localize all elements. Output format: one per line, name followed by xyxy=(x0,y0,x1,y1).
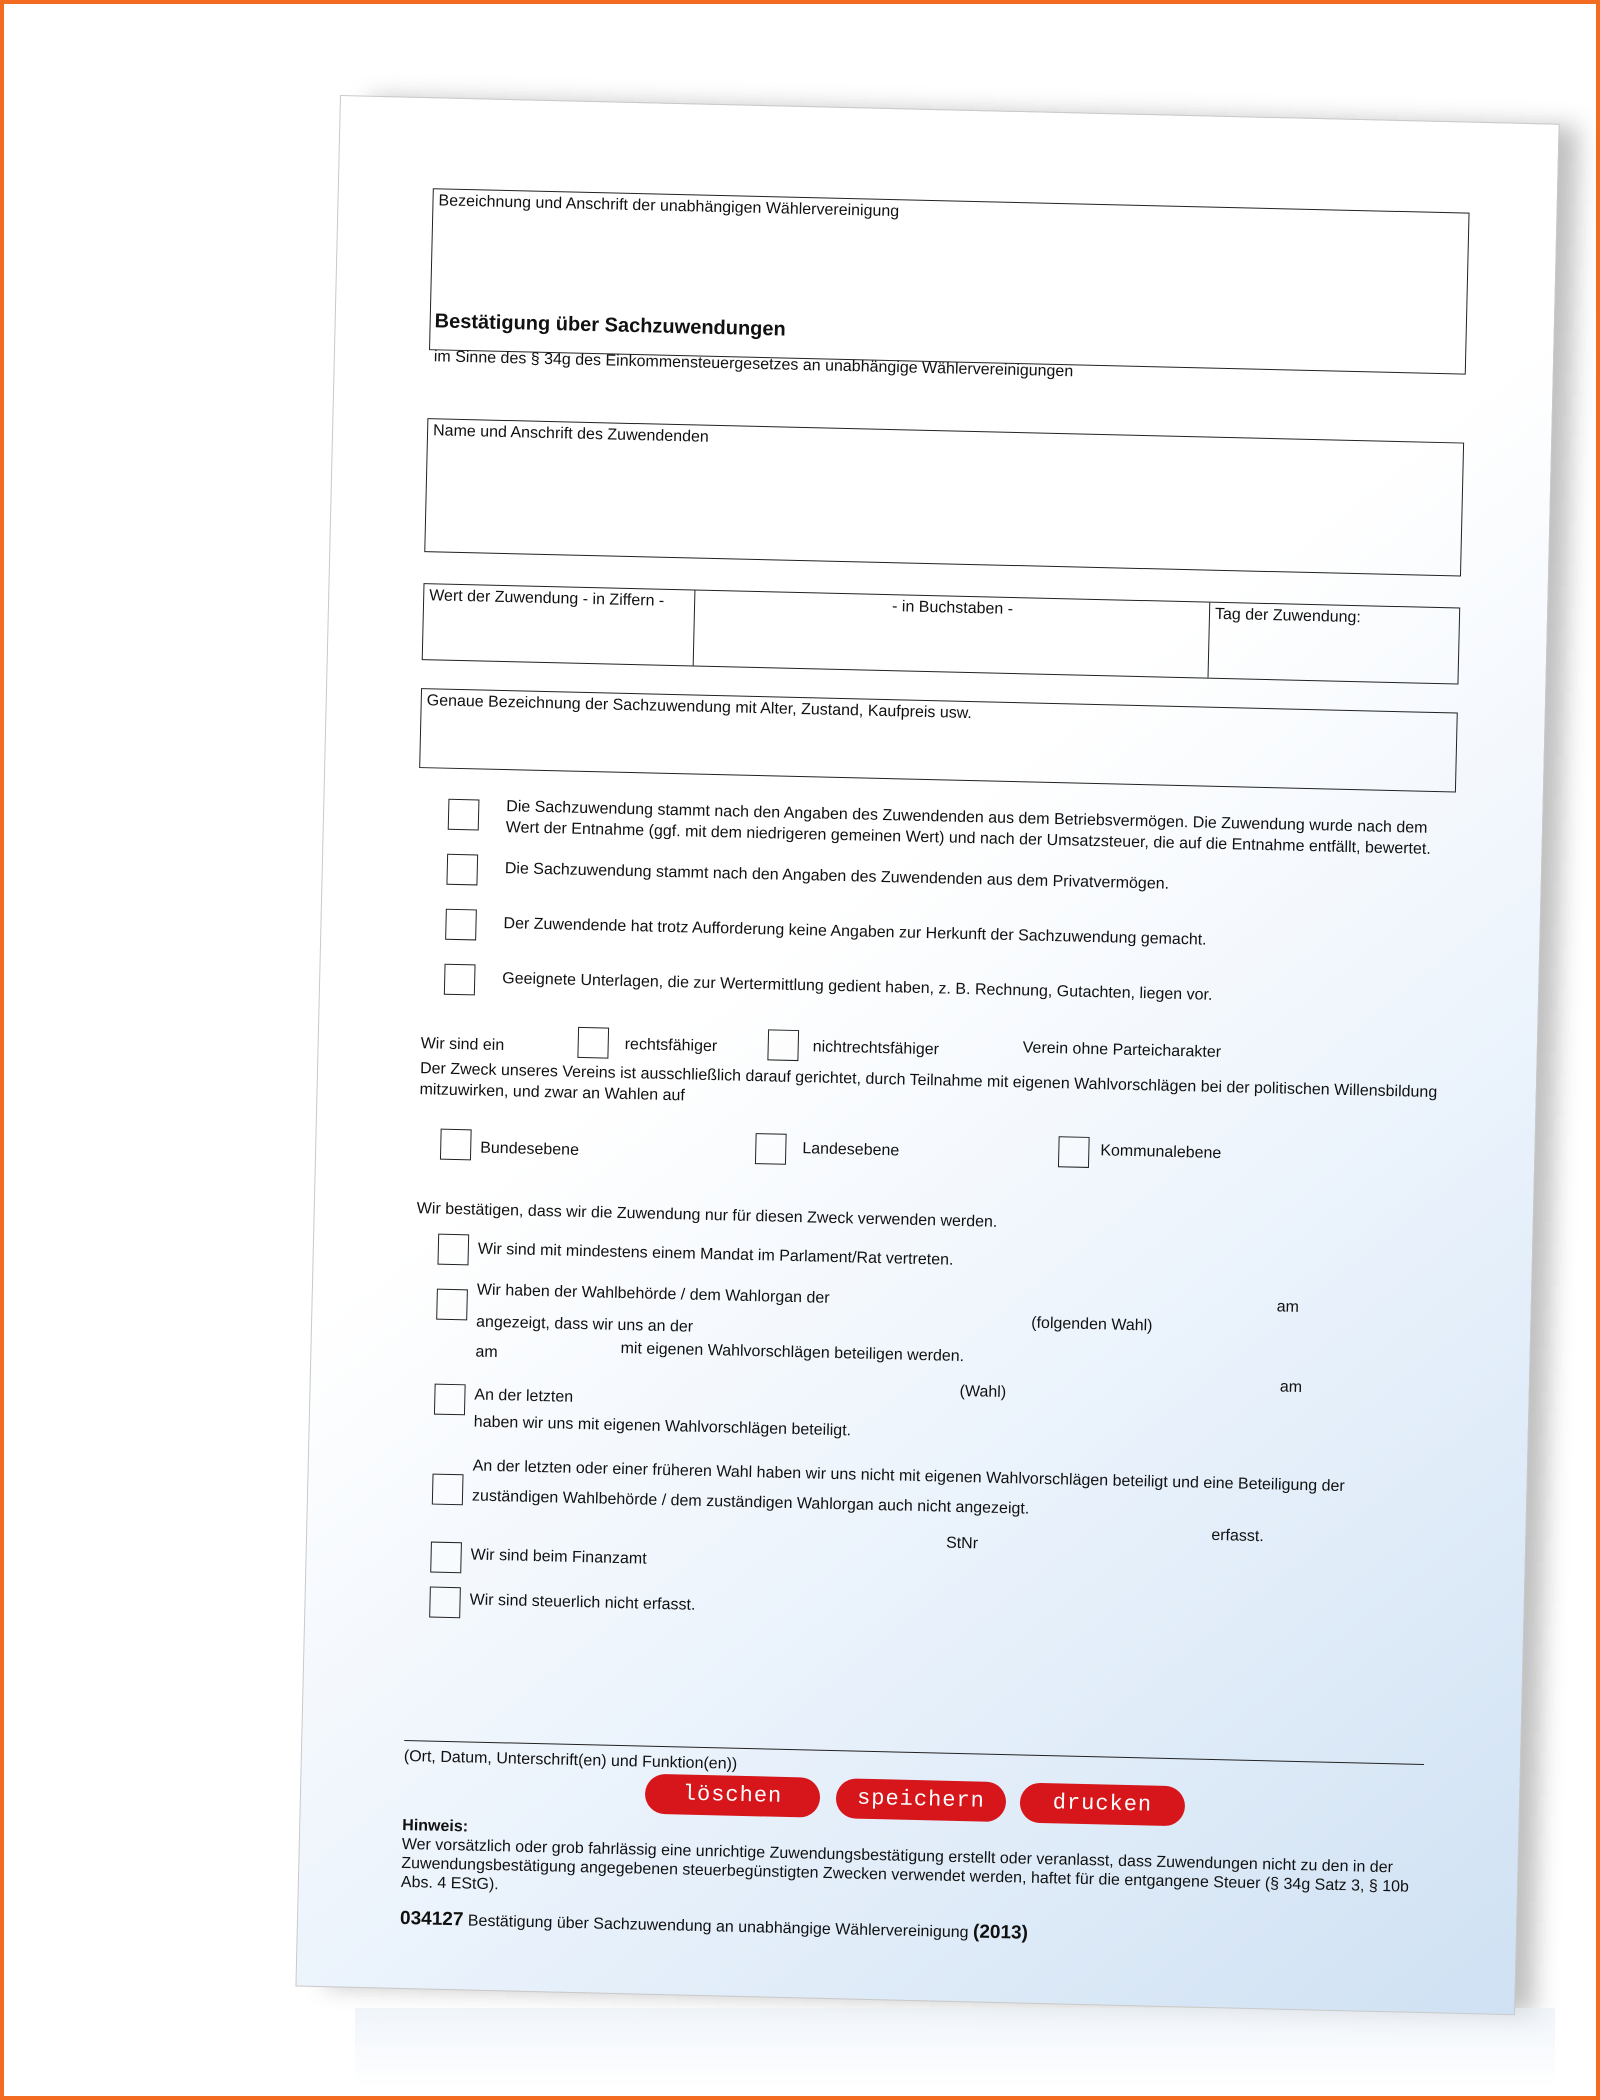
form-subtitle: im Sinne des § 34g des Einkommensteuergesetzes an unabhängige Wählervereinigungen xyxy=(433,348,1074,381)
form-content xyxy=(399,188,1468,1944)
value-row xyxy=(422,583,1461,684)
save-button[interactable]: speichern xyxy=(836,1778,1007,1822)
checkbox-no-legal-capacity[interactable] xyxy=(767,1029,799,1061)
checkbox-no-participation[interactable] xyxy=(432,1474,464,1506)
last-line1: An der letzten xyxy=(474,1386,574,1406)
option-private-assets: Die Sachzuwendung stammt nach den Angaben des Zuwendenden aus dem Privatvermögen. xyxy=(504,860,1170,893)
value-letters-label: - in Buchstaben - xyxy=(891,598,1014,618)
checkbox-federal-level[interactable] xyxy=(440,1129,472,1161)
no-participation-text: An der letzten oder einer früheren Wahl haben wir uns nicht mit eigenen Wahlvorschlägen beteiligt und eine Beteiligung der zuständigen Wahlbehörde / dem zuständigen Wahlorgan auch nicht angezeigt. xyxy=(471,1457,1345,1518)
option-documents-available: Geeignete Unterlagen, die zur Wertermittlung gedient haben, z. B. Rechnung, Gutachten, liegen vor. xyxy=(502,970,1213,1004)
state-level-label: Landesebene xyxy=(802,1140,900,1160)
checkbox-municipal-level[interactable] xyxy=(1058,1136,1090,1168)
notified-am2: am xyxy=(475,1343,498,1362)
description-label: Genaue Bezeichnung der Sachzuwendung mit Alter, Zustand, Kaufpreis usw. xyxy=(426,692,973,723)
checkbox-no-origin-info[interactable] xyxy=(445,909,477,941)
donor-field[interactable] xyxy=(424,418,1464,576)
not-registered-label: Wir sind steuerlich nicht erfasst. xyxy=(469,1591,696,1614)
hint-title: Hinweis: xyxy=(402,1816,469,1836)
date-label: Tag der Zuwendung: xyxy=(1214,605,1362,627)
tax-registered-label: erfasst. xyxy=(1211,1526,1264,1546)
federal-level-label: Bundesebene xyxy=(480,1139,580,1159)
document-sheet xyxy=(295,95,1559,2015)
footer-year: (2013) xyxy=(972,1921,1029,1944)
notified-line1: Wir haben der Wahlbehörde / dem Wahlorgan der xyxy=(476,1281,830,1307)
checkbox-documents-available[interactable] xyxy=(444,964,476,996)
option-business-assets: Die Sachzuwendung stammt nach den Angaben des Zuwendenden aus dem Betriebsvermögen. Die Zuwendung wurde nach dem Wert der Entnahme (ggf. mit dem niedrigeren gemeinen Wert) und nach der Umsatzsteuer, die auf die Entnahme entfällt, bewertet. xyxy=(505,798,1431,858)
option-no-origin-info: Der Zuwendende hat trotz Aufforderung keine Angaben zur Herkunft der Sachzuwendung gemacht. xyxy=(503,915,1207,949)
checkbox-legal-capacity[interactable] xyxy=(577,1027,609,1059)
last-wahl: (Wahl) xyxy=(959,1382,1007,1402)
value-letters-field[interactable] xyxy=(693,590,1211,677)
sheet-reflection xyxy=(355,2008,1555,2088)
checkbox-tax-office[interactable] xyxy=(430,1542,462,1574)
value-digits-label: Wert der Zuwendung - in Ziffern - xyxy=(429,587,665,610)
no-legal-capacity-label: nichtrechtsfähiger xyxy=(812,1038,940,1059)
notified-line2: angezeigt, dass wir uns an der xyxy=(475,1313,694,1336)
confirm-text: Wir bestätigen, dass wir die Zuwendung nur für diesen Zweck verwenden werden. xyxy=(416,1200,998,1231)
tax-number-label: StNr xyxy=(945,1534,979,1553)
notified-am1: am xyxy=(1276,1298,1300,1316)
last-am: am xyxy=(1279,1378,1303,1397)
footer-code: 034127 xyxy=(399,1907,464,1931)
footer-text: Bestätigung über Sachzuwendung an unabhängige Wählervereinigung xyxy=(467,1912,969,1942)
municipal-level-label: Kommunalebene xyxy=(1100,1142,1222,1163)
checkbox-private-assets[interactable] xyxy=(446,854,478,886)
we-are-label: Wir sind ein xyxy=(420,1035,505,1055)
date-field[interactable] xyxy=(1208,603,1362,682)
donor-label: Name und Anschrift des Zuwendenden xyxy=(432,422,709,446)
hint-text: Wer vorsätzlich oder grob fahrlässig eine unrichtige Zuwendungsbestätigung erstellt oder veranlasst, dass Zuwendungen nicht zu den in der Zuwendungsbestätigung angegebenen steuerbegünstigten Zwecken verwendet werden, haftet für die entgangene Steuer (§ 34g Satz 3, § 10b Abs. 4 EStG). xyxy=(400,1835,1410,1896)
legal-capacity-label: rechtsfähiger xyxy=(624,1035,718,1056)
delete-button[interactable]: löschen xyxy=(645,1774,821,1818)
tax-office-label: Wir sind beim Finanzamt xyxy=(470,1546,647,1568)
organization-field[interactable] xyxy=(429,188,1470,374)
description-field[interactable] xyxy=(419,688,1458,792)
checkbox-business-assets[interactable] xyxy=(448,799,480,831)
checkbox-state-level[interactable] xyxy=(755,1133,787,1165)
notified-following: (folgenden Wahl) xyxy=(1031,1314,1153,1335)
mandate-text: Wir sind mit mindestens einem Mandat im Parlament/Rat vertreten. xyxy=(477,1240,954,1269)
association-label: Verein ohne Parteicharakter xyxy=(1022,1039,1222,1062)
organization-label: Bezeichnung und Anschrift der unabhängigen Wählervereinigung xyxy=(438,192,900,221)
checkbox-notified[interactable] xyxy=(436,1289,468,1321)
last-line2: haben wir uns mit eigenen Wahlvorschlägen beteiligt. xyxy=(473,1413,852,1440)
notified-line3: mit eigenen Wahlvorschlägen beteiligen werden. xyxy=(620,1339,965,1366)
checkbox-mandate[interactable] xyxy=(437,1234,469,1266)
form-footer xyxy=(400,1908,1028,1945)
purpose-text: Der Zweck unseres Vereins ist ausschließlich darauf gerichtet, durch Teilnahme mit eigenen Wahlvorschlägen bei der politischen Willensbildung mitzuwirken, und zwar an Wahlen auf xyxy=(419,1060,1438,1105)
checkbox-not-registered[interactable] xyxy=(429,1587,461,1619)
signature-label: (Ort, Datum, Unterschrift(en) und Funktion(en)) xyxy=(403,1747,738,1773)
checkbox-last-election[interactable] xyxy=(434,1384,466,1416)
hint-block xyxy=(401,1816,1423,1916)
form-title: Bestätigung über Sachzuwendungen xyxy=(434,310,786,341)
print-button[interactable]: drucken xyxy=(1019,1782,1185,1826)
